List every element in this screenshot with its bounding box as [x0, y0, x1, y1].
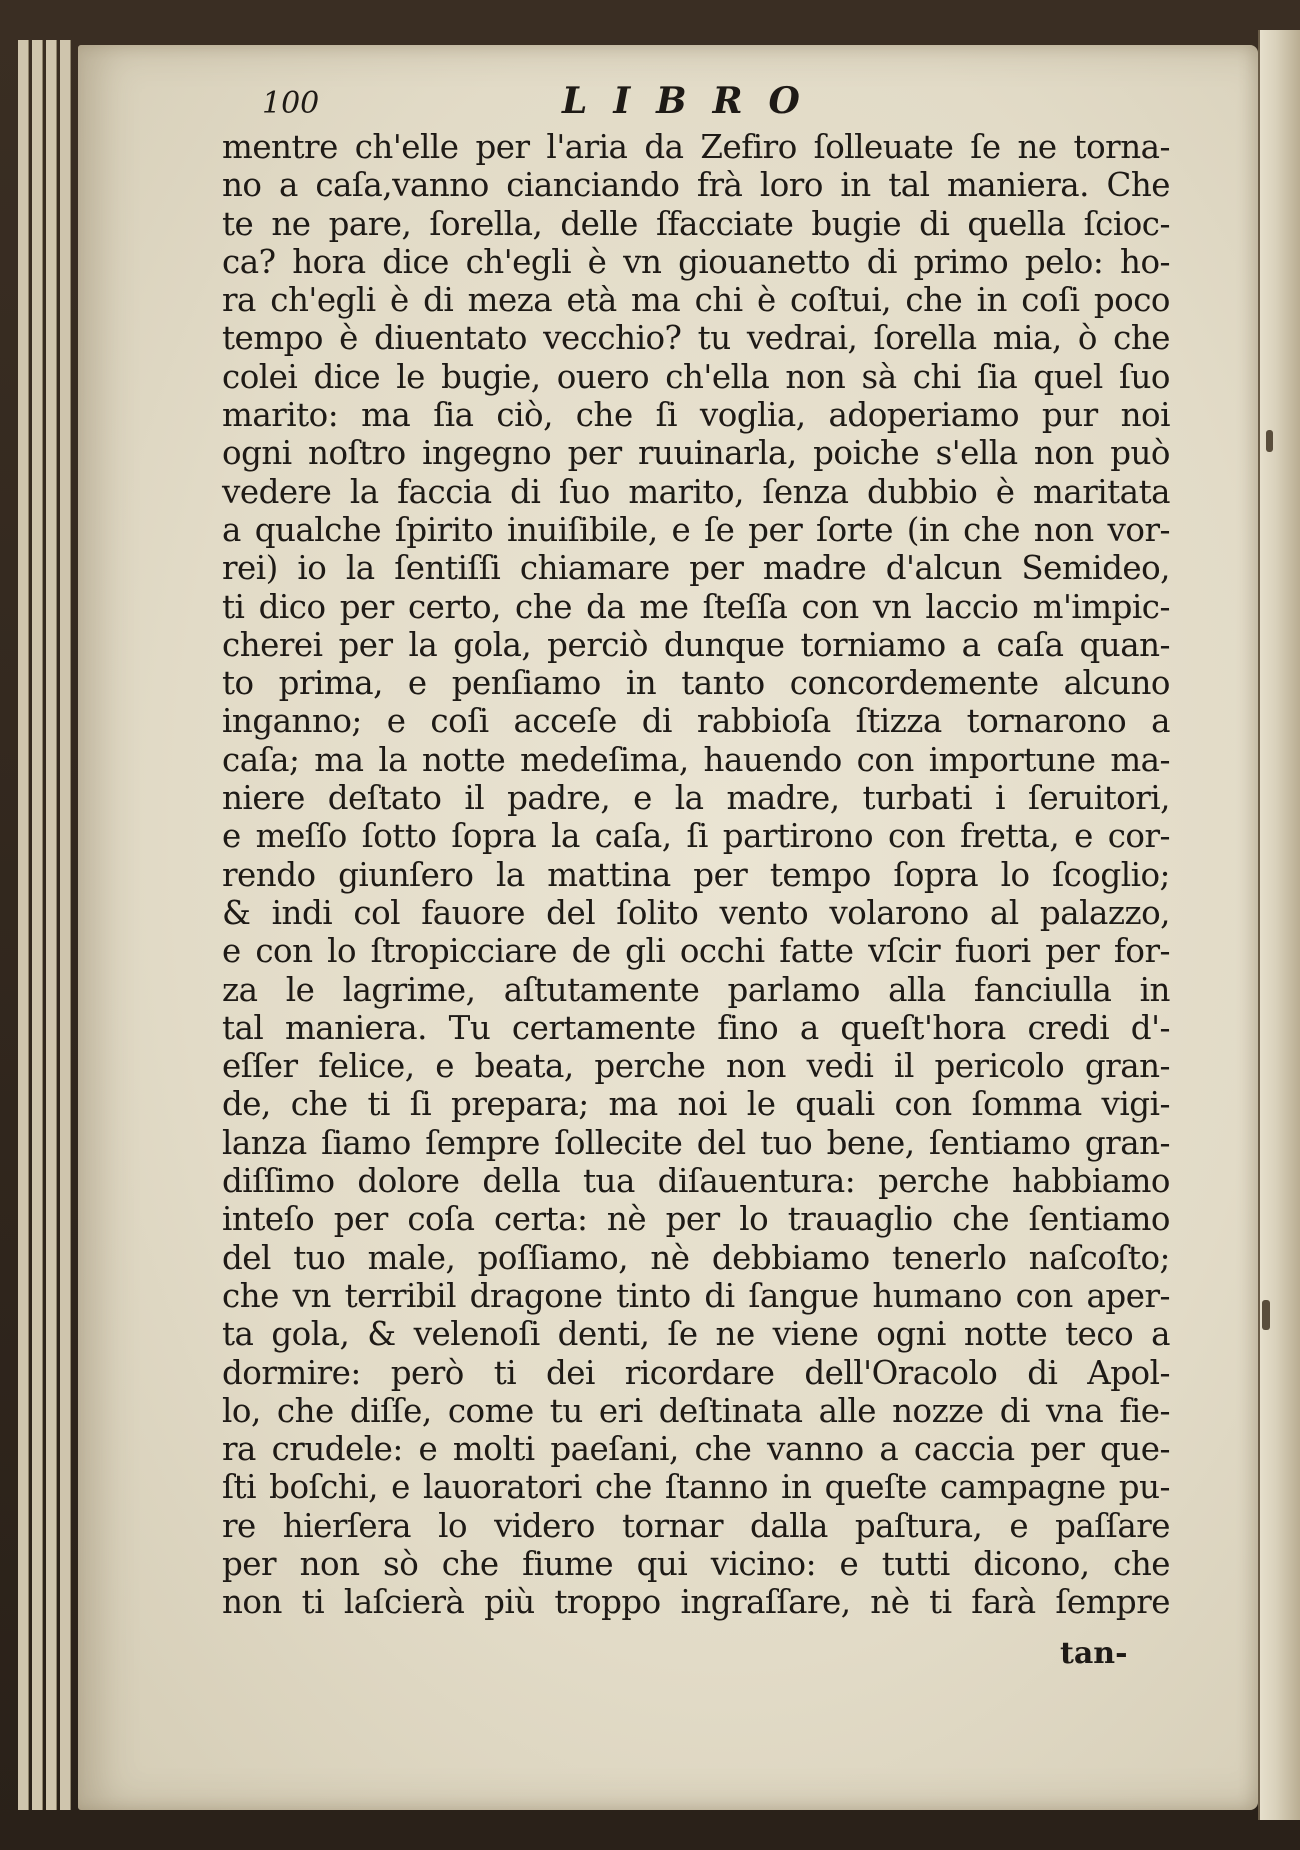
- text-line: ca? hora dice ch'egli è vn giouanetto di primo pelo: ho-: [222, 242, 1170, 281]
- text-line: marito: ma ſia ciò, che ſi voglia, adoperiamo pur noi: [222, 396, 1170, 435]
- text-line: mentre ch'elle per l'aria da Zefiro ſolleuate ſe ne torna-: [222, 128, 1170, 166]
- text-line: e meſſo ſotto ſopra la caſa, ſi partirono con fretta, e cor-: [222, 817, 1170, 856]
- text-block: [222, 128, 1170, 1622]
- text-line: colei dice le bugie, ouero ch'ella non sà chi ſia quel ſuo: [222, 357, 1170, 396]
- text-line: ta gola, & velenoſi denti, ſe ne viene ogni notte teco a: [222, 1315, 1170, 1354]
- text-line: rei) io la ſentiſſi chiamare per madre d'alcun Semideo,: [222, 549, 1170, 588]
- text-line: de, che ti ſi prepara; ma noi le quali con ſomma vigi-: [222, 1085, 1170, 1124]
- text-line: e con lo ſtropicciare de gli occhi fatte vſcir fuori per for-: [222, 932, 1170, 971]
- text-line: ra ch'egli è di meza età ma chi è coſtui, che in coſi poco: [222, 281, 1170, 320]
- margin-mark: [1266, 430, 1273, 452]
- page-edge: [18, 40, 29, 1810]
- text-line: diſſimo dolore della tua diſauentura: perche habbiamo: [222, 1162, 1170, 1201]
- text-line: non ti laſcierà più troppo ingraſſare, nè ti farà ſempre: [222, 1583, 1170, 1622]
- text-line: tal maniera. Tu certamente fino a queſt'hora credi d'-: [222, 1008, 1170, 1047]
- text-line: del tuo male, poſſiamo, nè debbiamo tenerlo naſcoſto;: [222, 1238, 1170, 1277]
- text-line: cherei per la gola, perciò dunque torniamo a caſa quan-: [222, 625, 1170, 664]
- text-line: a qualche ſpirito inuiſibile, e ſe per ſorte (in che non vor-: [222, 510, 1170, 549]
- text-line: lanza ſiamo ſempre ſollecite del tuo bene, ſentiamo gran-: [222, 1123, 1170, 1162]
- text-line: za le lagrime, aſtutamente parlamo alla fanciulla in: [222, 970, 1170, 1009]
- text-line: te ne pare, ſorella, delle ſfacciate bugie di quella ſcioc-: [222, 204, 1170, 243]
- text-line: caſa; ma la notte medeſima, hauendo con importune ma-: [222, 740, 1170, 779]
- text-line: per non sò che fiume qui vicino: e tutti dicono, che: [222, 1544, 1170, 1583]
- text-line: rendo giunſero la mattina per tempo ſopra lo ſcoglio;: [222, 855, 1170, 894]
- page-edge: [60, 40, 71, 1810]
- margin-mark: [1262, 1300, 1270, 1330]
- text-line: eſſer felice, e beata, perche non vedi il pericolo gran-: [222, 1047, 1170, 1086]
- folio-number: 100: [262, 86, 320, 121]
- text-line: ogni noſtro ingegno per ruuinarla, poiche s'ella non può: [222, 434, 1170, 473]
- text-line: ſti boſchi, e lauoratori che ſtanno in queſte campagne pu-: [222, 1468, 1170, 1507]
- text-line: re hierſera lo videro tornar dalla paſtura, e paſſare: [222, 1506, 1170, 1545]
- text-line: niere deſtato il padre, e la madre, turbati i ſeruitori,: [222, 779, 1170, 818]
- text-line: dormire: però ti dei ricordare dell'Oracolo di Apol-: [222, 1353, 1170, 1392]
- text-line: to prima, e penſiamo in tanto concordemente alcuno: [222, 664, 1170, 703]
- catchword: tan-: [1060, 1636, 1128, 1671]
- text-line: ra crudele: e molti paeſani, che vanno a caccia per que-: [222, 1430, 1170, 1469]
- text-line: vedere la faccia di ſuo marito, ſenza dubbio è maritata: [222, 472, 1170, 511]
- page-edge: [46, 40, 57, 1810]
- text-line: inganno; e coſi acceſe di rabbioſa ſtizza tornarono a: [222, 702, 1170, 741]
- page-edge: [32, 40, 43, 1810]
- text-line: tempo è diuentato vecchio? tu vedrai, ſorella mia, ò che: [222, 319, 1170, 358]
- text-line: lo, che diſſe, come tu eri deſtinata alle nozze di vna fie-: [222, 1391, 1170, 1430]
- running-title: LIBRO: [562, 80, 826, 122]
- text-line: che vn terribil dragone tinto di ſangue humano con aper-: [222, 1276, 1170, 1315]
- facing-page-edge: [1258, 30, 1300, 1820]
- text-line: & indi col fauore del ſolito vento volarono al palazzo,: [222, 893, 1170, 932]
- text-line: no a caſa,vanno cianciando frà loro in tal maniera. Che: [222, 166, 1170, 205]
- text-line: inteſo per coſa certa: nè per lo trauaglio che ſentiamo: [222, 1200, 1170, 1239]
- text-line: ti dico per certo, che da me ſteſſa con vn laccio m'impic-: [222, 587, 1170, 626]
